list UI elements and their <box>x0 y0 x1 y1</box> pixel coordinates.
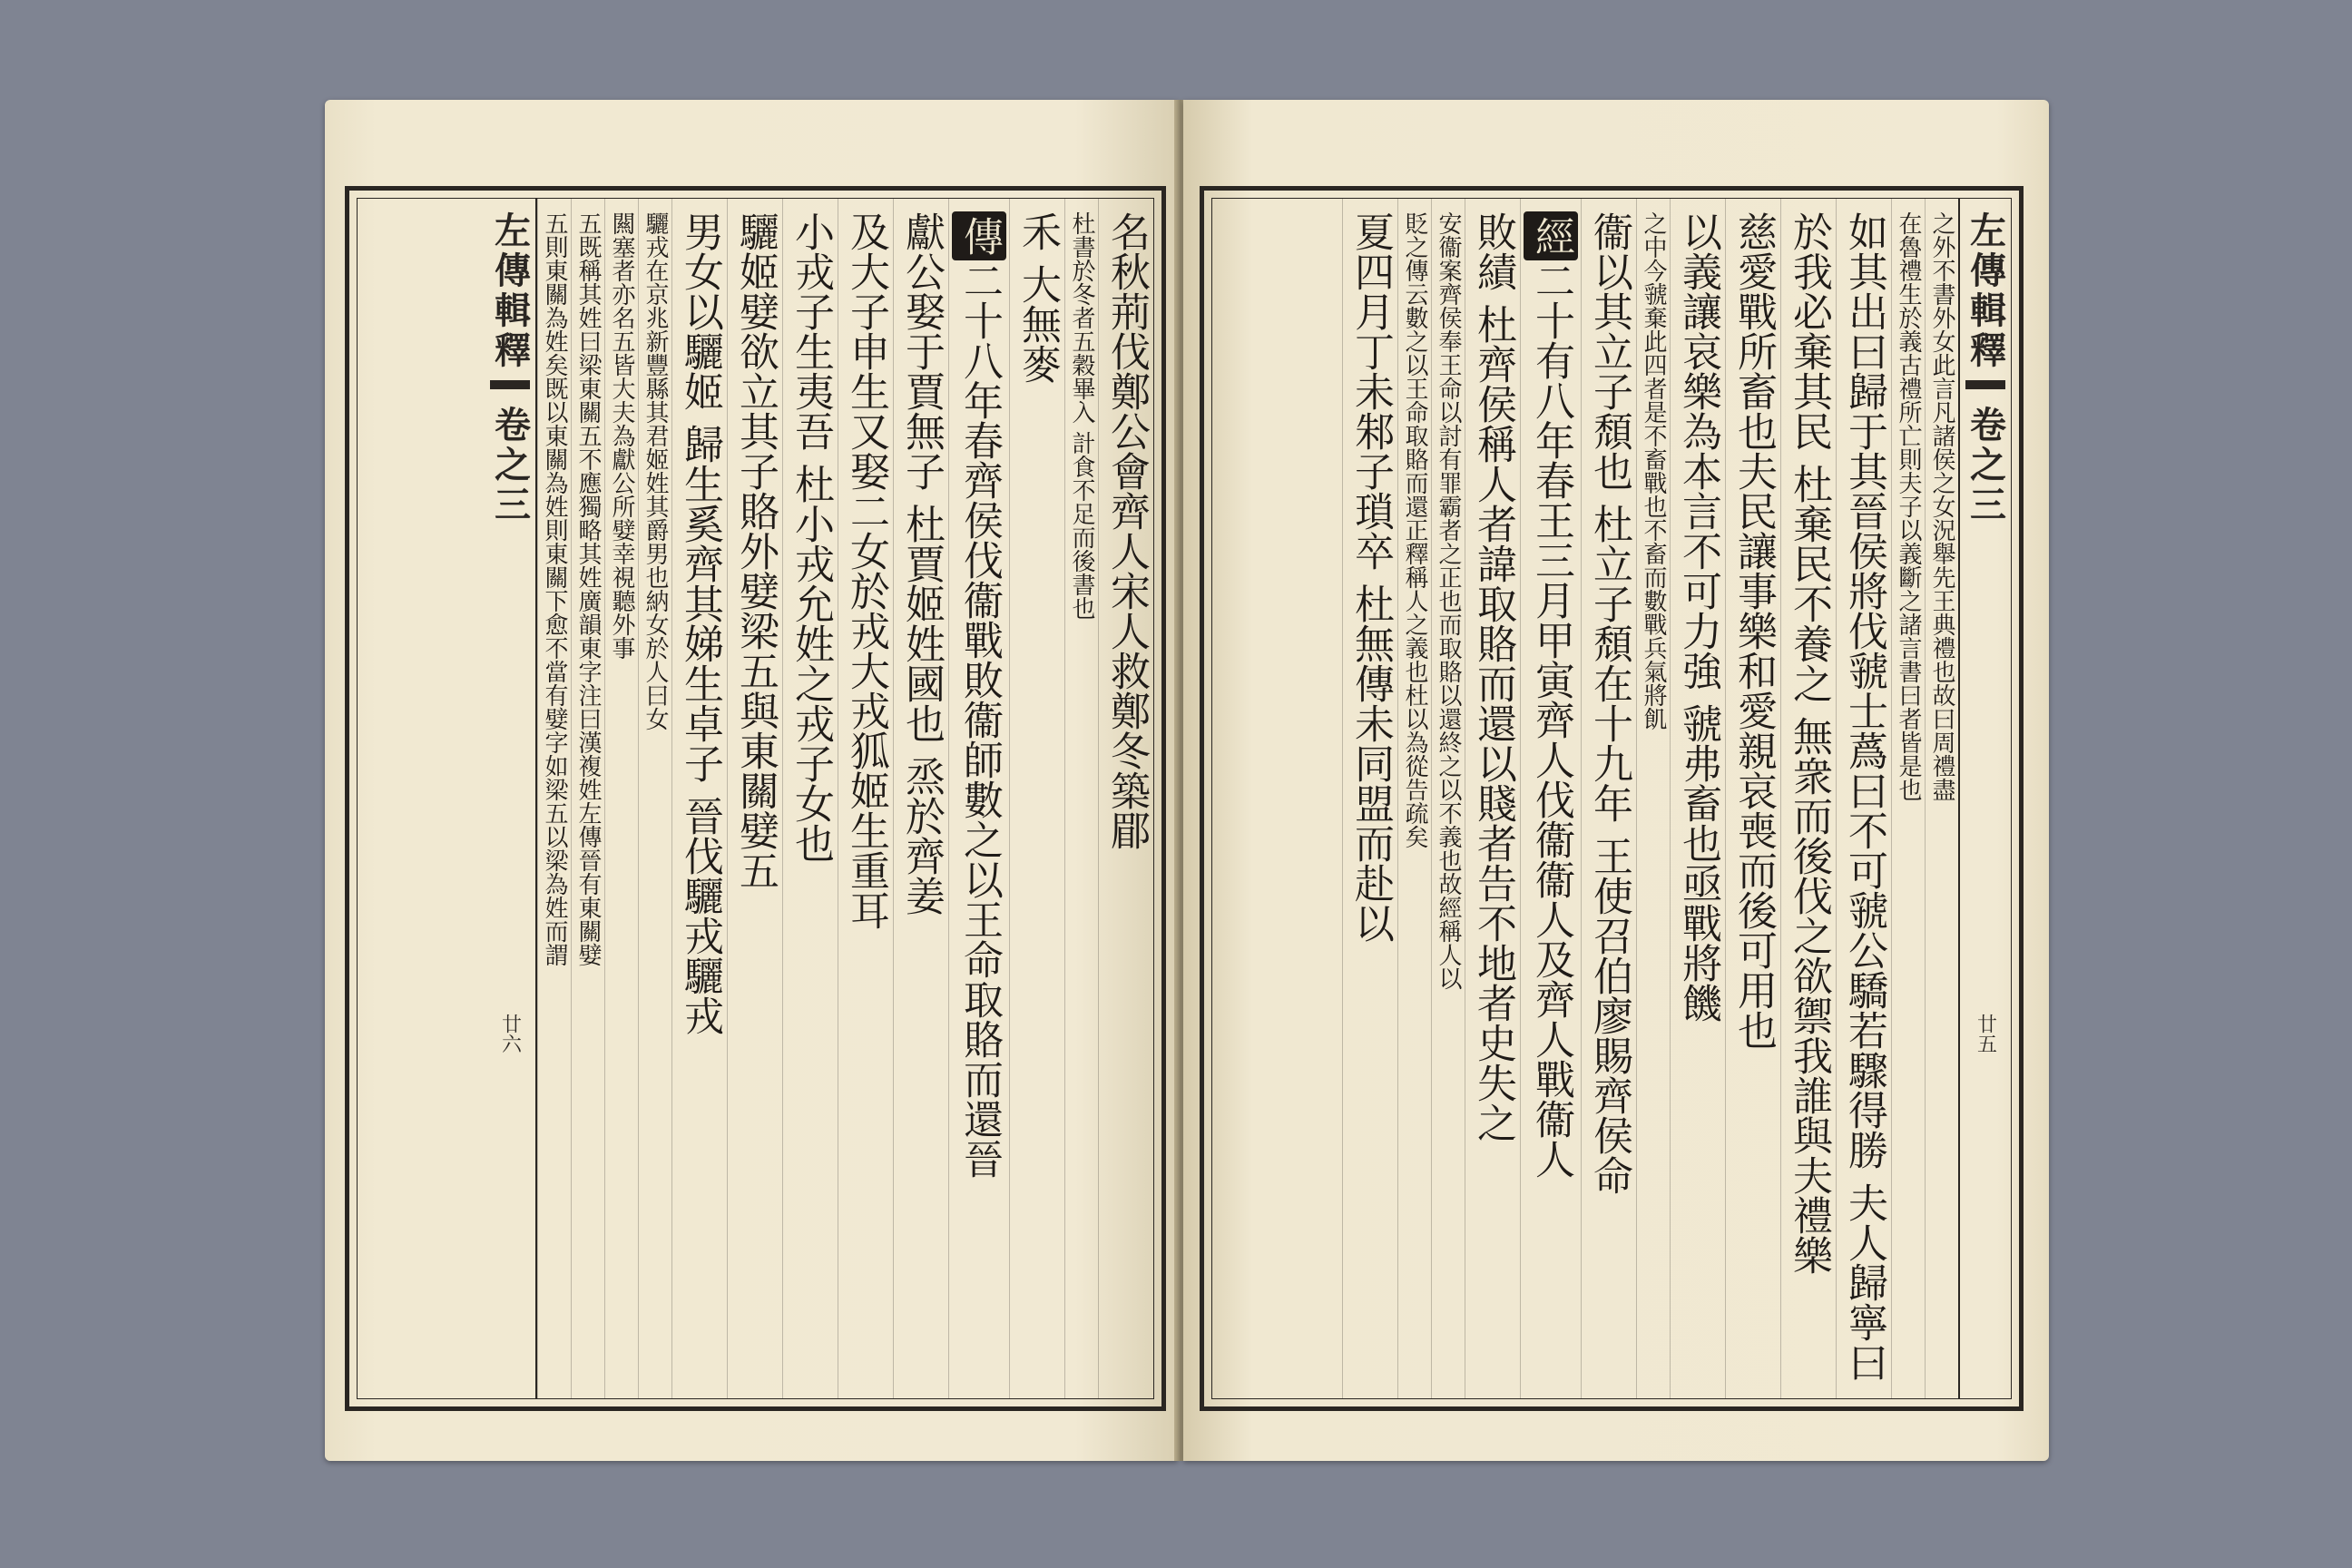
text-column <box>1098 199 1153 1398</box>
column-text: 慈愛戰所畜也夫民讓事樂和愛親哀喪而後可用也 <box>1730 211 1777 1050</box>
column-text: 驪戎在京兆新豐縣其君姬姓其爵男也納女於人曰女 <box>642 211 669 730</box>
column-text: 二十有八年春王三月甲寅齊人伐衞衞人及齊人戰衞人 <box>1528 260 1574 1179</box>
column-text: 小戎子生夷吾 杜小戎允姓之戎子女也 <box>788 211 834 863</box>
column-text: 禾 大無麥 <box>1014 211 1061 384</box>
column-text: 之中今虢棄此四者是不畜戰也不畜而數戰兵氣將飢 <box>1640 211 1667 730</box>
fish-tail-mark <box>1965 380 2005 397</box>
text-column <box>1520 199 1581 1398</box>
left-page-frame <box>345 186 1166 1411</box>
column-text: 五則東關為姓矣既以東關為姓則東關下愈不當有嬖字如梁五以梁為姓而謂 <box>541 211 568 966</box>
text-column <box>1925 199 1958 1398</box>
column-text: 如其出曰歸于其晉侯將伐虢士蔿曰不可虢公驕若驟得勝 夫人歸寧曰 <box>1841 211 1887 1382</box>
text-column <box>1397 199 1431 1398</box>
right-folio-number: 廿五 <box>1974 1014 1997 1054</box>
section-badge: 經 <box>1524 211 1578 260</box>
column-text: 貶之傳云數之以王命取賂而還正釋稱人之義也杜以為從告疏矣 <box>1401 211 1428 848</box>
text-column <box>1009 199 1064 1398</box>
column-text: 男女以驪姬 歸生奚齊其娣生卓子 晉伐驪戎驪戎 <box>677 211 723 1035</box>
text-column <box>537 199 571 1398</box>
text-column <box>1342 199 1397 1398</box>
right-page <box>1183 100 2049 1461</box>
column-text: 在魯禮生於義古禮所亡則夫子以義斷之諸言書曰者皆是也 <box>1895 211 1922 801</box>
left-page <box>325 100 1178 1461</box>
right-page-frame <box>1200 186 2024 1411</box>
text-column <box>571 199 604 1398</box>
column-text: 名秋荊伐鄭公會齊人宋人救鄭冬築郿 <box>1103 211 1150 850</box>
text-column <box>838 199 893 1398</box>
column-text: 之外不書外女此言凡諸侯之女況舉先王典禮也故曰周禮盡 <box>1928 211 1955 801</box>
column-text: 獻公娶于賈無子 杜賈姬姓國也 烝於齊姜 <box>898 211 945 916</box>
left-text-block <box>357 198 1154 1399</box>
text-column <box>1836 199 1891 1398</box>
right-text-block <box>1211 198 2012 1399</box>
text-column <box>1581 199 1636 1398</box>
right-banxin-title: 左傳輯釋 <box>1964 211 2007 371</box>
column-text: 及大子申生又娶二女於戎大戎狐姬生重耳 <box>843 211 889 930</box>
text-column <box>727 199 782 1398</box>
left-banxin-volume: 卷之三 <box>488 406 532 525</box>
text-column <box>948 199 1009 1398</box>
column-text: 衞以其立子頹也 杜立子頹在十九年 王使召伯廖賜齊侯命 <box>1586 211 1632 1195</box>
column-text: 杜書於冬者五穀畢入 計食不足而後書也 <box>1068 211 1095 621</box>
right-banxin-volume: 卷之三 <box>1964 406 2007 525</box>
right-page-margin-center <box>1958 199 2011 1398</box>
text-column <box>1636 199 1670 1398</box>
column-text: 敗績 杜齊侯稱人者諱取賂而還以賤者告不地者史失之 <box>1470 211 1516 1142</box>
column-text: 安衞案齊侯奉王命以討有罪霸者之正也而取賂以還終之以不義也故經稱人以 <box>1435 211 1462 990</box>
text-column <box>782 199 838 1398</box>
text-column <box>1431 199 1465 1398</box>
left-banxin-title: 左傳輯釋 <box>488 211 532 371</box>
text-column <box>1064 199 1098 1398</box>
left-page-margin-center <box>485 199 537 1398</box>
column-text: 以義讓哀樂為本言不可力強 虢弗畜也亟戰將饑 <box>1675 211 1721 1023</box>
fish-tail-mark <box>490 380 530 397</box>
column-text: 二十八年春齊侯伐衞戰敗衞師數之以王命取賂而還晉 <box>956 260 1003 1179</box>
text-column <box>1780 199 1836 1398</box>
open-book <box>325 100 2049 1472</box>
text-column <box>1891 199 1925 1398</box>
section-badge: 傳 <box>952 211 1006 260</box>
text-column <box>893 199 948 1398</box>
column-text: 闗塞者亦名五皆大夫為獻公所嬖幸視聽外事 <box>608 211 635 660</box>
text-column <box>638 199 671 1398</box>
text-column <box>671 199 727 1398</box>
text-column <box>1725 199 1780 1398</box>
column-text: 於我必棄其民 杜棄民不養之 無衆而後伐之欲禦我誰與夫禮樂 <box>1786 211 1832 1275</box>
column-text: 夏四月丁未邾子瑣卒 杜無傳未同盟而赴以 <box>1348 211 1394 943</box>
column-text: 驪姬嬖欲立其子賂外嬖梁五與東關嬖五 <box>732 211 779 890</box>
text-column <box>1670 199 1725 1398</box>
column-text: 五既稱其姓曰梁東關五不應獨略其姓廣韻東字注曰漢複姓左傳晉有東關嬖 <box>574 211 602 966</box>
left-folio-number: 廿六 <box>498 1014 522 1054</box>
text-column <box>604 199 638 1398</box>
text-column <box>1465 199 1520 1398</box>
